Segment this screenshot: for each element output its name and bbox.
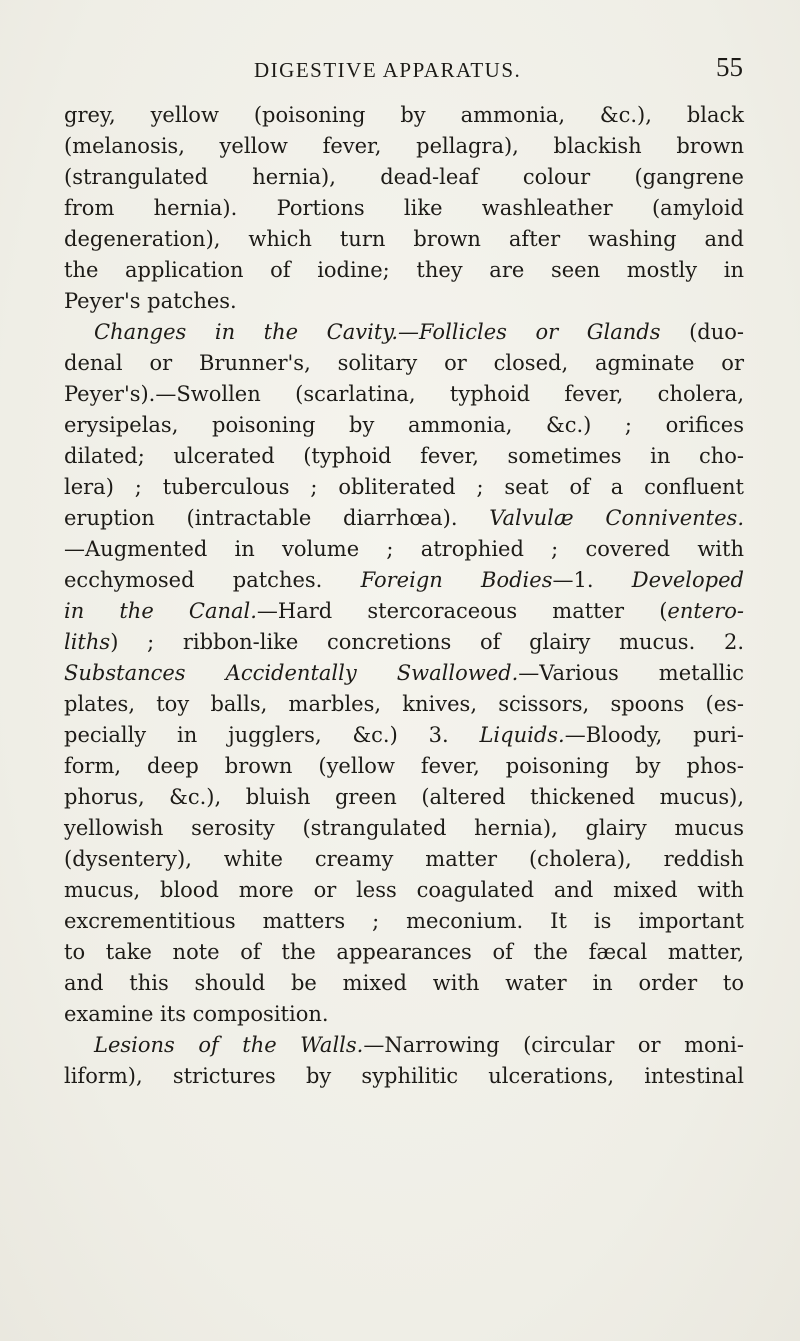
text-line: [64, 193, 744, 224]
italic-text: entero-: [667, 599, 744, 623]
text-run: degeneration), which turn brown after washing and: [64, 227, 744, 251]
page-number: 55: [716, 52, 743, 82]
text-run: phorus, &c.), bluish green (altered thickened mucus),: [64, 785, 744, 809]
text-line: [64, 627, 744, 658]
text-line: [64, 348, 744, 379]
italic-text: Developed: [631, 568, 744, 592]
text-line: [64, 565, 744, 596]
text-line: [64, 937, 744, 968]
text-run: eruption (intractable diarrhœa).: [64, 506, 490, 530]
text-run: and this should be mixed with water in order to: [64, 971, 744, 995]
text-run: —1.: [552, 568, 632, 592]
text-run: erysipelas, poisoning by ammonia, &c.) ; orifices: [64, 413, 744, 437]
text-line: [64, 844, 744, 875]
text-line: [64, 224, 744, 255]
italic-text: Liquids.: [479, 723, 565, 747]
text-run: Peyer's).—Swollen (scarlatina, typhoid fever, cholera,: [64, 382, 744, 406]
text-run: (duo-: [660, 320, 744, 344]
text-run: pecially in jugglers, &c.) 3.: [64, 723, 480, 747]
text-line: [64, 658, 744, 689]
text-line: [64, 689, 744, 720]
text-run: ) ; ribbon-like concretions of glairy mucus. 2.: [110, 630, 744, 654]
text-run: (strangulated hernia), dead-leaf colour (gangrene: [64, 165, 744, 189]
text-run: liform), strictures by syphilitic ulcerations, intestinal: [64, 1064, 744, 1088]
text-run: —Bloody, puri-: [564, 723, 744, 747]
text-line: [64, 317, 744, 348]
text-run: denal or Brunner's, solitary or closed, agminate or: [64, 351, 744, 375]
text-line: [64, 751, 744, 782]
text-run: form, deep brown (yellow fever, poisoning by phos-: [64, 754, 744, 778]
text-line: [64, 100, 744, 131]
text-run: (dysentery), white creamy matter (cholera), reddish: [64, 847, 744, 871]
italic-text: in the Canal.: [64, 599, 257, 623]
text-run: grey, yellow (poisoning by ammonia, &c.), black: [64, 103, 744, 127]
text-run: lera) ; tuberculous ; obliterated ; seat of a confluent: [64, 475, 744, 499]
text-line: [64, 1061, 744, 1092]
italic-text: Valvulæ Conniventes.: [489, 506, 744, 530]
text-run: —Hard stercoraceous matter (: [256, 599, 668, 623]
text-run: dilated; ulcerated (typhoid fever, sometimes in cho-: [64, 444, 744, 468]
italic-text: liths: [64, 630, 111, 654]
text-line: [64, 1030, 744, 1061]
text-line: [64, 813, 744, 844]
text-run: —Augmented in volume ; atrophied ; covered with: [64, 537, 744, 561]
text-run: from hernia). Portions like washleather (amyloid: [64, 196, 744, 220]
text-run: the application of iodine; they are seen mostly in: [64, 258, 744, 282]
text-run: —Various metallic: [518, 661, 745, 685]
text-line: [64, 441, 744, 472]
text-line: [64, 968, 744, 999]
text-line: [64, 255, 744, 286]
text-line: [64, 286, 744, 317]
text-line: [64, 596, 744, 627]
text-run: examine its composition.: [64, 1002, 329, 1026]
text-line: [64, 472, 744, 503]
text-run: (melanosis, yellow fever, pellagra), blackish brown: [64, 134, 744, 158]
text-line: [64, 410, 744, 441]
text-line: [64, 131, 744, 162]
italic-text: Foreign Bodies: [360, 568, 553, 592]
text-line: [64, 875, 744, 906]
text-run: ecchymosed patches.: [64, 568, 361, 592]
text-run: —Narrowing (circular or moni-: [363, 1033, 744, 1057]
text-line: [64, 782, 744, 813]
body-text: [64, 100, 744, 1092]
text-run: Peyer's patches.: [64, 289, 237, 313]
text-line: [64, 503, 744, 534]
text-line: [64, 534, 744, 565]
text-line: [64, 906, 744, 937]
text-line: [64, 379, 744, 410]
running-head: DIGESTIVE APPARATUS.: [254, 58, 522, 82]
text-run: to take note of the appearances of the fæcal matter,: [64, 940, 744, 964]
page-header: [0, 52, 800, 90]
text-run: mucus, blood more or less coagulated and mixed with: [64, 878, 744, 902]
text-run: yellowish serosity (strangulated hernia), glairy mucus: [64, 816, 744, 840]
text-run: plates, toy balls, marbles, knives, scissors, spoons (es-: [64, 692, 744, 716]
italic-text: Lesions of the Walls.: [94, 1033, 364, 1057]
italic-text: Changes in the Cavity.—Follicles or Glands: [94, 320, 661, 344]
text-line: [64, 162, 744, 193]
text-line: [64, 999, 744, 1030]
italic-text: Substances Accidentally Swallowed.: [64, 661, 519, 685]
text-line: [64, 720, 744, 751]
text-run: excrementitious matters ; meconium. It is important: [64, 909, 744, 933]
